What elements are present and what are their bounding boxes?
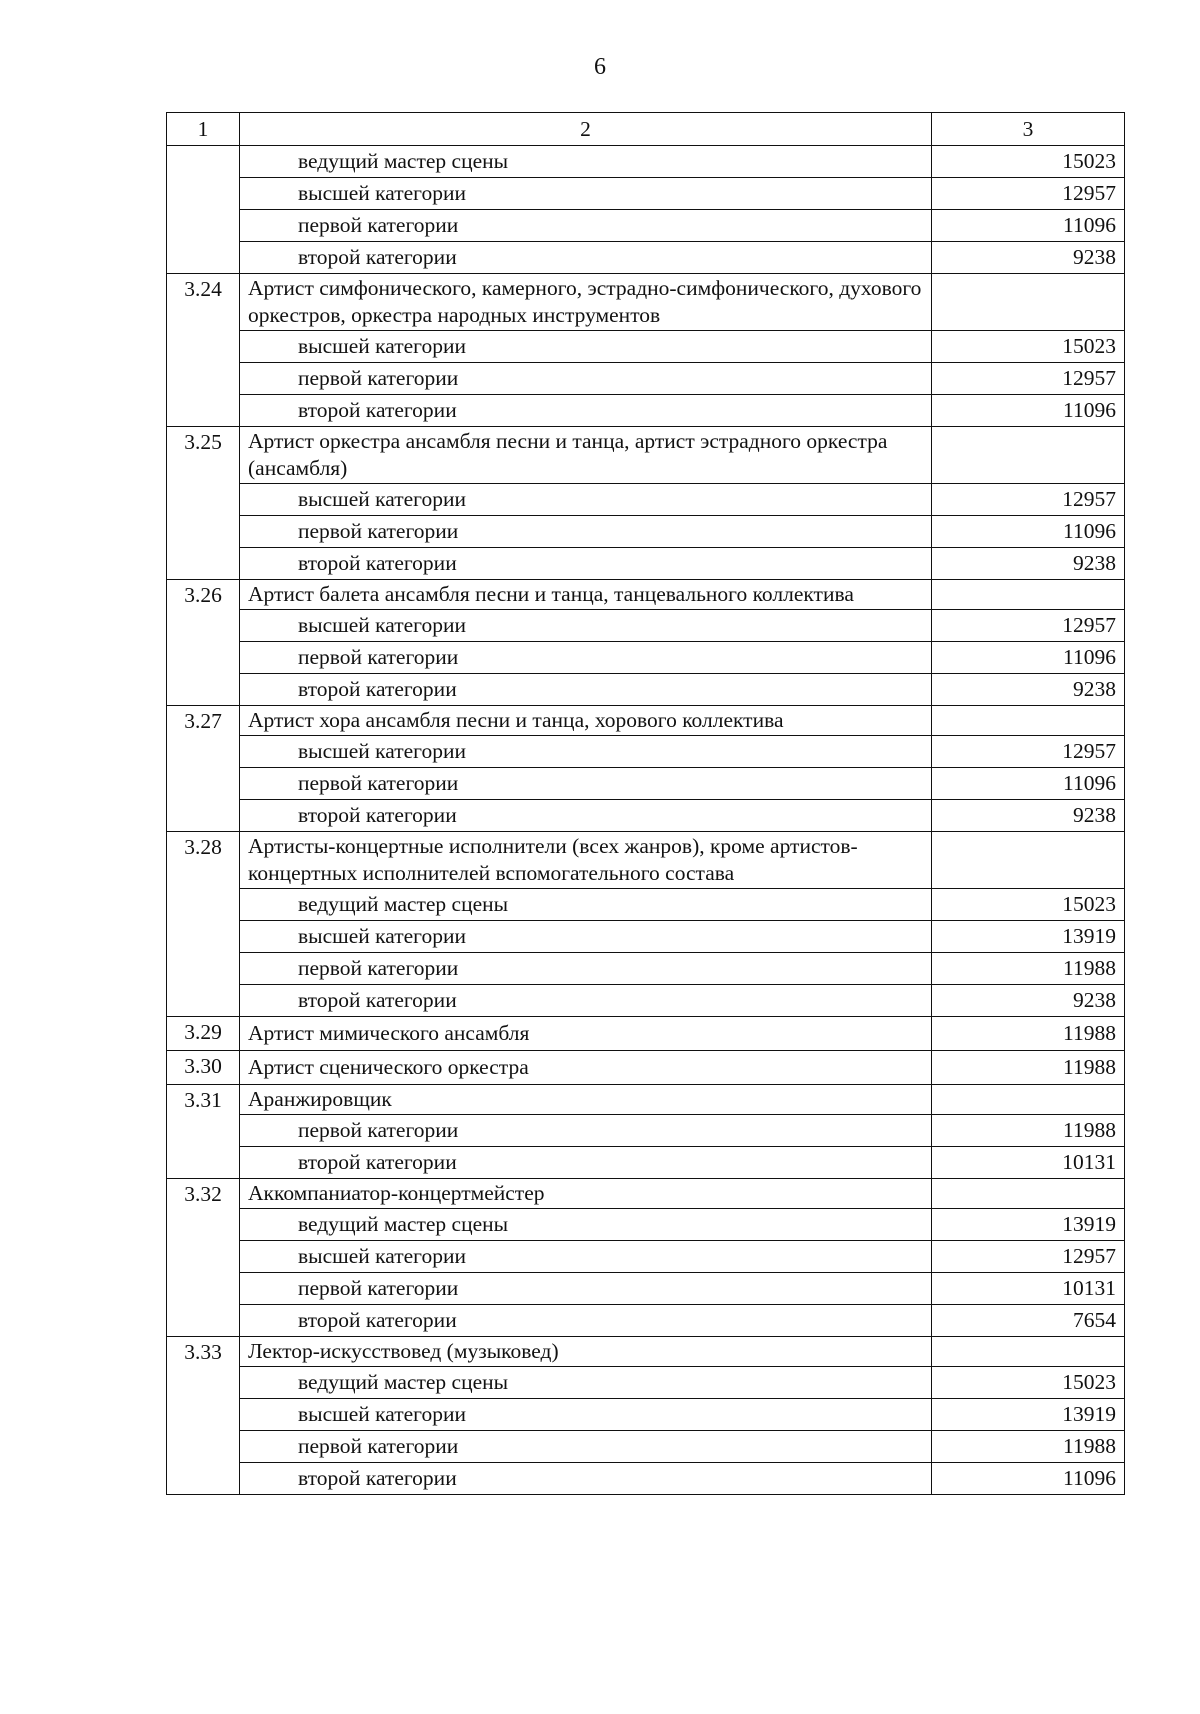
category-salary: 11096 xyxy=(932,395,1125,427)
category-row xyxy=(167,210,1125,242)
position-salary xyxy=(932,274,1125,331)
category-row xyxy=(167,548,1125,580)
category-label: второй категории xyxy=(240,242,932,274)
category-row xyxy=(167,516,1125,548)
item-number xyxy=(167,146,240,274)
group-title-row xyxy=(167,274,1125,331)
category-salary: 11096 xyxy=(932,1463,1125,1495)
category-row xyxy=(167,889,1125,921)
category-salary: 13919 xyxy=(932,921,1125,953)
category-salary: 13919 xyxy=(932,1399,1125,1431)
category-row xyxy=(167,484,1125,516)
item-number: 3.25 xyxy=(167,427,240,580)
category-label: высшей категории xyxy=(240,331,932,363)
category-row xyxy=(167,1463,1125,1495)
category-salary: 11096 xyxy=(932,768,1125,800)
category-label: ведущий мастер сцены xyxy=(240,146,932,178)
category-salary: 9238 xyxy=(932,674,1125,706)
category-salary: 7654 xyxy=(932,1305,1125,1337)
position-title: Артист балета ансамбля песни и танца, танцевального коллектива xyxy=(240,580,932,610)
category-salary: 15023 xyxy=(932,331,1125,363)
group-title-row xyxy=(167,1179,1125,1209)
category-row xyxy=(167,800,1125,832)
category-row xyxy=(167,736,1125,768)
category-row xyxy=(167,1431,1125,1463)
category-salary: 11988 xyxy=(932,1431,1125,1463)
category-row xyxy=(167,331,1125,363)
salary-table xyxy=(166,112,1125,1495)
position-title: Артист мимического ансамбля xyxy=(240,1017,932,1051)
header-row xyxy=(167,113,1125,146)
category-row xyxy=(167,395,1125,427)
category-salary: 11988 xyxy=(932,953,1125,985)
category-salary: 11096 xyxy=(932,516,1125,548)
group-title-row xyxy=(167,1017,1125,1051)
category-label: второй категории xyxy=(240,985,932,1017)
category-row xyxy=(167,642,1125,674)
page-number: 6 xyxy=(594,54,606,80)
category-row xyxy=(167,178,1125,210)
category-row xyxy=(167,1399,1125,1431)
category-salary: 12957 xyxy=(932,484,1125,516)
category-label: высшей категории xyxy=(240,1399,932,1431)
category-row xyxy=(167,610,1125,642)
category-salary: 13919 xyxy=(932,1209,1125,1241)
category-row xyxy=(167,1241,1125,1273)
category-row xyxy=(167,674,1125,706)
category-salary: 11096 xyxy=(932,642,1125,674)
table-body xyxy=(167,113,1125,1495)
item-number: 3.28 xyxy=(167,832,240,1017)
position-salary xyxy=(932,832,1125,889)
position-salary xyxy=(932,1085,1125,1115)
position-title: Артист симфонического, камерного, эстрадно-симфонического, духового оркестров, оркестра народных инструментов xyxy=(240,274,932,331)
category-label: второй категории xyxy=(240,674,932,706)
position-salary xyxy=(932,1179,1125,1209)
position-title: Аккомпаниатор-концертмейстер xyxy=(240,1179,932,1209)
category-salary: 9238 xyxy=(932,985,1125,1017)
position-title: Артист сценического оркестра xyxy=(240,1051,932,1085)
category-label: высшей категории xyxy=(240,921,932,953)
category-label: второй категории xyxy=(240,800,932,832)
position-title: Артист оркестра ансамбля песни и танца, артист эстрадного оркестра (ансамбля) xyxy=(240,427,932,484)
category-row xyxy=(167,953,1125,985)
item-number: 3.30 xyxy=(167,1051,240,1085)
category-salary: 15023 xyxy=(932,889,1125,921)
item-number: 3.29 xyxy=(167,1017,240,1051)
item-number: 3.24 xyxy=(167,274,240,427)
header-col-1: 1 xyxy=(167,113,240,146)
category-salary: 12957 xyxy=(932,363,1125,395)
category-salary: 15023 xyxy=(932,146,1125,178)
position-title: Артисты-концертные исполнители (всех жанров), кроме артистов-концертных исполнителей вспомогательного состава xyxy=(240,832,932,889)
position-title: Артист хора ансамбля песни и танца, хорового коллектива xyxy=(240,706,932,736)
category-label: второй категории xyxy=(240,1147,932,1179)
category-row xyxy=(167,1147,1125,1179)
category-salary: 15023 xyxy=(932,1367,1125,1399)
category-label: первой категории xyxy=(240,1115,932,1147)
category-row xyxy=(167,768,1125,800)
group-title-row xyxy=(167,1085,1125,1115)
group-title-row xyxy=(167,1337,1125,1367)
category-salary: 10131 xyxy=(932,1147,1125,1179)
position-salary: 11988 xyxy=(932,1051,1125,1085)
category-label: высшей категории xyxy=(240,1241,932,1273)
item-number: 3.26 xyxy=(167,580,240,706)
category-salary: 11988 xyxy=(932,1115,1125,1147)
category-label: первой категории xyxy=(240,516,932,548)
group-title-row xyxy=(167,706,1125,736)
category-label: высшей категории xyxy=(240,736,932,768)
group-title-row xyxy=(167,1051,1125,1085)
category-salary: 9238 xyxy=(932,242,1125,274)
category-row xyxy=(167,1273,1125,1305)
category-salary: 12957 xyxy=(932,610,1125,642)
position-salary: 11988 xyxy=(932,1017,1125,1051)
category-label: ведущий мастер сцены xyxy=(240,889,932,921)
category-label: высшей категории xyxy=(240,484,932,516)
category-label: ведущий мастер сцены xyxy=(240,1209,932,1241)
category-row xyxy=(167,363,1125,395)
category-row xyxy=(167,985,1125,1017)
position-title: Аранжировщик xyxy=(240,1085,932,1115)
category-label: первой категории xyxy=(240,768,932,800)
item-number: 3.27 xyxy=(167,706,240,832)
category-label: высшей категории xyxy=(240,610,932,642)
category-label: первой категории xyxy=(240,1431,932,1463)
category-row xyxy=(167,921,1125,953)
category-row xyxy=(167,242,1125,274)
category-salary: 12957 xyxy=(932,736,1125,768)
category-row xyxy=(167,1305,1125,1337)
category-label: первой категории xyxy=(240,1273,932,1305)
category-label: второй категории xyxy=(240,395,932,427)
category-label: первой категории xyxy=(240,642,932,674)
position-salary xyxy=(932,706,1125,736)
category-label: второй категории xyxy=(240,1463,932,1495)
position-salary xyxy=(932,427,1125,484)
category-label: второй категории xyxy=(240,548,932,580)
item-number: 3.31 xyxy=(167,1085,240,1179)
category-salary: 12957 xyxy=(932,1241,1125,1273)
category-row xyxy=(167,1115,1125,1147)
category-salary: 11096 xyxy=(932,210,1125,242)
category-row xyxy=(167,1367,1125,1399)
header-col-3: 3 xyxy=(932,113,1125,146)
category-label: первой категории xyxy=(240,953,932,985)
category-salary: 10131 xyxy=(932,1273,1125,1305)
item-number: 3.33 xyxy=(167,1337,240,1495)
category-salary: 9238 xyxy=(932,800,1125,832)
category-label: высшей категории xyxy=(240,178,932,210)
group-title-row xyxy=(167,580,1125,610)
position-salary xyxy=(932,580,1125,610)
group-title-row xyxy=(167,832,1125,889)
category-salary: 12957 xyxy=(932,178,1125,210)
position-title: Лектор-искусствовед (музыковед) xyxy=(240,1337,932,1367)
category-label: первой категории xyxy=(240,363,932,395)
group-title-row xyxy=(167,427,1125,484)
header-col-2: 2 xyxy=(240,113,932,146)
category-salary: 9238 xyxy=(932,548,1125,580)
category-row xyxy=(167,146,1125,178)
category-row xyxy=(167,1209,1125,1241)
category-label: второй категории xyxy=(240,1305,932,1337)
category-label: ведущий мастер сцены xyxy=(240,1367,932,1399)
category-label: первой категории xyxy=(240,210,932,242)
position-salary xyxy=(932,1337,1125,1367)
item-number: 3.32 xyxy=(167,1179,240,1337)
